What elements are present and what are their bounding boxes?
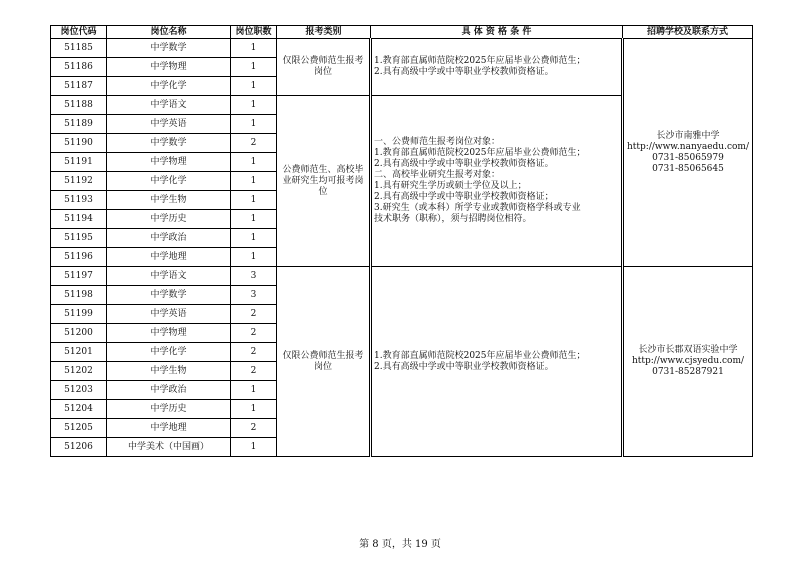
condition-line: 2.具有高级中学或中等职业学校教师资格证。 xyxy=(374,159,554,169)
position-count: 1 xyxy=(231,58,277,77)
position-code: 51201 xyxy=(51,343,107,362)
position-code: 51186 xyxy=(51,58,107,77)
position-code: 51192 xyxy=(51,172,107,191)
position-count: 1 xyxy=(231,172,277,191)
condition-line: 1.具有研究生学历或硕士学位及以上； xyxy=(374,181,527,191)
position-code: 51185 xyxy=(51,39,107,58)
condition-line: 一、公费师范生报考岗位对象： xyxy=(374,137,501,147)
position-count: 2 xyxy=(231,419,277,438)
position-count: 3 xyxy=(231,267,277,286)
position-code: 51188 xyxy=(51,96,107,115)
exam-category: 仅限公费师范生报考岗位 xyxy=(277,39,371,96)
position-name: 中学数学 xyxy=(107,134,231,153)
position-name: 中学英语 xyxy=(107,115,231,134)
position-code: 51195 xyxy=(51,229,107,248)
exam-category: 公费师范生、高校毕业研究生均可报考岗位 xyxy=(277,96,371,267)
position-count: 1 xyxy=(231,96,277,115)
position-name: 中学化学 xyxy=(107,343,231,362)
position-name: 中学物理 xyxy=(107,58,231,77)
position-code: 51193 xyxy=(51,191,107,210)
position-name: 中学政治 xyxy=(107,381,231,400)
position-count: 2 xyxy=(231,343,277,362)
position-count: 1 xyxy=(231,77,277,96)
position-code: 51191 xyxy=(51,153,107,172)
condition-line: 1.教育部直属师范院校2025年应届毕业公费师范生； xyxy=(374,350,586,361)
position-count: 1 xyxy=(231,39,277,58)
qualification-conditions xyxy=(371,39,623,96)
position-name: 中学历史 xyxy=(107,210,231,229)
condition-line: 1.教育部直属师范院校2025年应届毕业公费师范生； xyxy=(374,56,586,66)
position-name: 中学语文 xyxy=(107,267,231,286)
header-conditions: 具 体 资 格 条 件 xyxy=(371,26,623,39)
qualification-conditions xyxy=(371,96,623,267)
position-code: 51199 xyxy=(51,305,107,324)
position-name: 中学美术（中国画） xyxy=(107,438,231,457)
position-count: 2 xyxy=(231,324,277,343)
position-count: 1 xyxy=(231,153,277,172)
position-name: 中学地理 xyxy=(107,248,231,267)
page-footer: 第 8 页，共 19 页 xyxy=(359,539,441,550)
position-count: 2 xyxy=(231,362,277,381)
position-code: 51202 xyxy=(51,362,107,381)
header-school: 招聘学校及联系方式 xyxy=(623,26,753,39)
condition-line: 2.具有高级中学或中等职业学校教师资格证。 xyxy=(374,67,554,77)
position-name: 中学物理 xyxy=(107,324,231,343)
table-row xyxy=(51,267,753,286)
position-name: 中学化学 xyxy=(107,77,231,96)
position-count: 1 xyxy=(231,229,277,248)
position-code: 51189 xyxy=(51,115,107,134)
position-code: 51196 xyxy=(51,248,107,267)
school-name: 长沙市南雅中学 xyxy=(656,130,720,141)
condition-line: 2.具有高级中学或中等职业学校教师资格证； xyxy=(374,192,554,202)
position-name: 中学物理 xyxy=(107,153,231,172)
table-row xyxy=(51,39,753,58)
table-body xyxy=(51,39,753,457)
school-phone: 0731-85065979 xyxy=(652,152,724,163)
condition-line: 技术职务（职称），须与招聘岗位相符。 xyxy=(374,214,532,224)
position-count: 2 xyxy=(231,305,277,324)
position-name: 中学历史 xyxy=(107,400,231,419)
position-code: 51187 xyxy=(51,77,107,96)
position-name: 中学语文 xyxy=(107,96,231,115)
position-name: 中学数学 xyxy=(107,39,231,58)
position-code: 51206 xyxy=(51,438,107,457)
exam-category: 仅限公费师范生报考岗位 xyxy=(277,267,371,457)
position-code: 51205 xyxy=(51,419,107,438)
school-phone: 0731-85287921 xyxy=(652,367,724,377)
position-count: 1 xyxy=(231,400,277,419)
header-code: 岗位代码 xyxy=(51,26,107,39)
position-code: 51198 xyxy=(51,286,107,305)
position-name: 中学生物 xyxy=(107,362,231,381)
position-name: 中学政治 xyxy=(107,229,231,248)
position-code: 51204 xyxy=(51,400,107,419)
school-contact xyxy=(623,267,753,457)
recruitment-table xyxy=(50,25,753,457)
condition-line: 二、高校毕业研究生报考对象： xyxy=(374,170,501,180)
position-name: 中学地理 xyxy=(107,419,231,438)
school-name: 长沙市长郡双语实验中学 xyxy=(638,345,738,355)
position-name: 中学英语 xyxy=(107,305,231,324)
position-count: 1 xyxy=(231,115,277,134)
position-count: 2 xyxy=(231,134,277,153)
header-count: 岗位职数 xyxy=(231,26,277,39)
condition-line: 3.研究生（或本科）所学专业或教师资格学科或专业 xyxy=(374,203,581,213)
position-name: 中学数学 xyxy=(107,286,231,305)
position-code: 51203 xyxy=(51,381,107,400)
position-code: 51197 xyxy=(51,267,107,286)
position-code: 51194 xyxy=(51,210,107,229)
position-count: 1 xyxy=(231,210,277,229)
header-category: 报考类别 xyxy=(277,26,371,39)
position-count: 1 xyxy=(231,191,277,210)
position-count: 1 xyxy=(231,438,277,457)
position-name: 中学化学 xyxy=(107,172,231,191)
school-website: http://www.cjsyedu.com/ xyxy=(631,356,745,366)
position-code: 51190 xyxy=(51,134,107,153)
header-row xyxy=(51,26,753,39)
school-website: http://www.nanyaedu.com/ xyxy=(627,141,749,152)
qualification-conditions xyxy=(371,267,623,457)
position-count: 3 xyxy=(231,286,277,305)
position-count: 1 xyxy=(231,381,277,400)
position-name: 中学生物 xyxy=(107,191,231,210)
condition-line: 2.具有高级中学或中等职业学校教师资格证。 xyxy=(374,361,554,372)
position-code: 51200 xyxy=(51,324,107,343)
school-phone: 0731-85065645 xyxy=(652,163,724,174)
school-contact xyxy=(623,39,753,267)
header-name: 岗位名称 xyxy=(107,26,231,39)
condition-line: 1.教育部直属师范院校2025年应届毕业公费师范生； xyxy=(374,148,586,158)
position-count: 1 xyxy=(231,248,277,267)
